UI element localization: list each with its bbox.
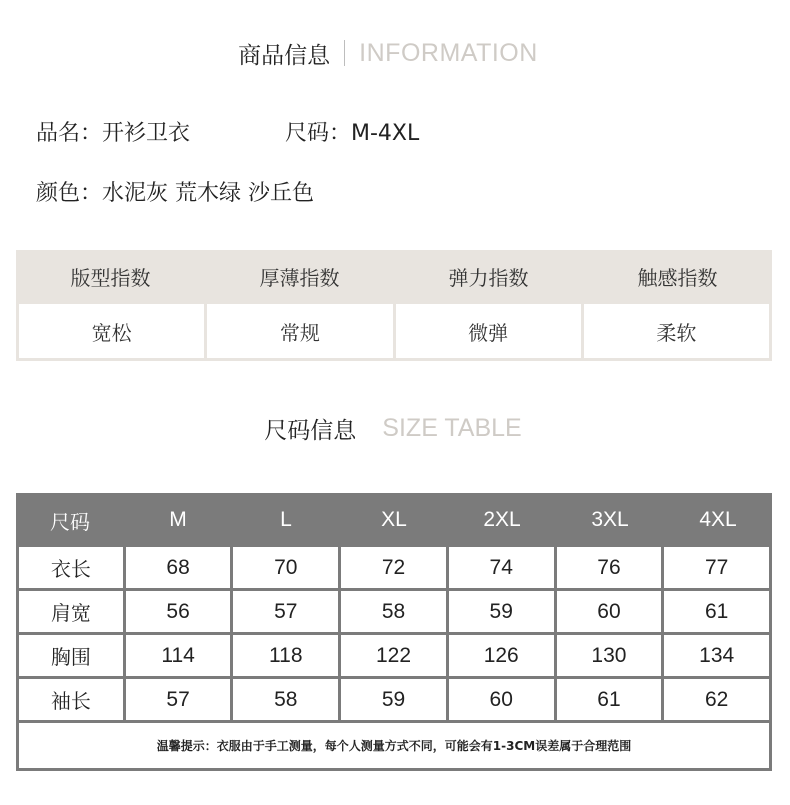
size-header-l: L	[280, 508, 292, 531]
index-value-elasticity: 微弹	[396, 304, 581, 358]
table-cell: 60	[449, 679, 554, 720]
index-value-fit: 宽松	[19, 304, 204, 358]
table-cell: 77	[664, 547, 769, 588]
heading-divider	[344, 40, 345, 66]
table-cell: 56	[126, 591, 231, 632]
size-header-m: M	[169, 508, 187, 531]
information-heading-zh: 商品信息	[238, 42, 331, 69]
product-name: 品名：开衫卫衣	[36, 121, 191, 146]
index-value-thickness: 常规	[207, 304, 392, 358]
information-heading	[0, 33, 790, 73]
table-cell: 122	[341, 635, 446, 676]
table-cell: 59	[449, 591, 554, 632]
index-table	[16, 250, 772, 361]
table-row-chest	[19, 635, 769, 676]
table-cell: 134	[664, 635, 769, 676]
size-table-header	[16, 493, 772, 547]
table-cell: 61	[557, 679, 662, 720]
index-header-thickness: 厚薄指数	[259, 266, 340, 290]
table-cell: 126	[449, 635, 554, 676]
table-cell: 76	[557, 547, 662, 588]
row-label: 袖长	[19, 679, 123, 720]
table-row-shoulder	[19, 591, 769, 632]
table-row-length	[19, 547, 769, 588]
size-header-xl: XL	[381, 508, 407, 531]
table-cell: 59	[341, 679, 446, 720]
size-measurement-note: 温馨提示：衣服由于手工测量，每个人测量方式不同，可能会有1-3CM误差属于合理范围	[19, 723, 769, 768]
table-cell: 130	[557, 635, 662, 676]
product-size-range: 尺码：M-4XL	[285, 121, 420, 146]
table-cell: 57	[233, 591, 338, 632]
table-cell: 68	[126, 547, 231, 588]
index-header-touch: 触感指数	[637, 266, 718, 290]
information-heading-en: INFORMATION	[359, 38, 538, 67]
size-table	[16, 493, 772, 771]
row-label: 胸围	[19, 635, 123, 676]
index-header-elasticity: 弹力指数	[448, 266, 529, 290]
row-label: 衣长	[19, 547, 123, 588]
row-label: 肩宽	[19, 591, 123, 632]
index-header-fit: 版型指数	[70, 266, 151, 290]
size-heading	[0, 408, 790, 448]
index-table-header	[16, 250, 772, 303]
table-cell: 74	[449, 547, 554, 588]
table-cell: 62	[664, 679, 769, 720]
table-cell: 118	[233, 635, 338, 676]
table-row-sleeve	[19, 679, 769, 720]
size-header-4xl: 4XL	[699, 508, 737, 531]
index-value-touch: 柔软	[584, 304, 769, 358]
table-cell: 60	[557, 591, 662, 632]
size-heading-zh: 尺码信息	[264, 417, 357, 444]
size-header-label: 尺码	[50, 509, 90, 534]
product-colors: 颜色：水泥灰 荒木绿 沙丘色	[36, 181, 314, 206]
size-heading-en: SIZE TABLE	[382, 413, 522, 442]
table-cell: 58	[233, 679, 338, 720]
size-header-3xl: 3XL	[591, 508, 629, 531]
table-cell: 114	[126, 635, 231, 676]
table-cell: 72	[341, 547, 446, 588]
size-header-2xl: 2XL	[483, 508, 521, 531]
index-table-values	[19, 304, 769, 358]
table-cell: 58	[341, 591, 446, 632]
table-cell: 57	[126, 679, 231, 720]
table-cell: 70	[233, 547, 338, 588]
table-cell: 61	[664, 591, 769, 632]
